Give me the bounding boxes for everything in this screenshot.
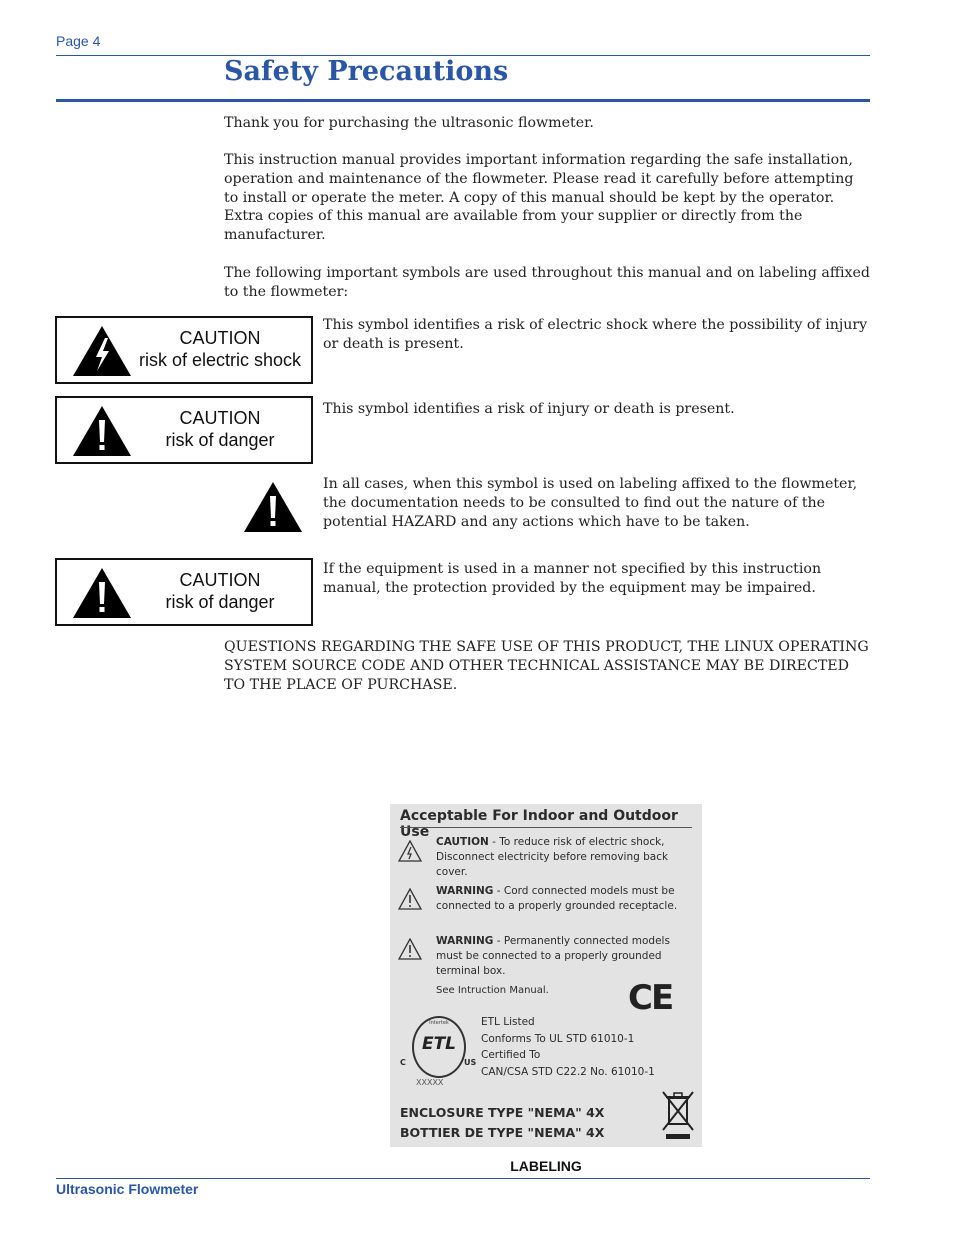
caution-danger-text bbox=[133, 569, 307, 613]
label-caution-body: - To reduce risk of electric shock, Disconnect electricity before removing back cover. bbox=[436, 836, 669, 878]
caution-title: CAUTION bbox=[179, 408, 261, 428]
symbol-description-electric-shock: This symbol identifies a risk of electric shock where the possibility of injury or death is present. bbox=[323, 317, 868, 352]
caution-subtitle: risk of electric shock bbox=[138, 350, 302, 370]
caution-danger-text bbox=[133, 407, 307, 451]
caution-title: CAUTION bbox=[179, 570, 261, 590]
label-warning-2-text bbox=[436, 934, 698, 979]
footer-rule bbox=[56, 1178, 870, 1179]
figure-caption: LABELING bbox=[510, 1158, 582, 1174]
label-heading: Acceptable For Indoor and Outdoor Use bbox=[400, 808, 678, 840]
label-warning-2-bold: WARNING bbox=[436, 935, 494, 947]
danger-warning-icon bbox=[71, 404, 133, 458]
page-number: Page 4 bbox=[56, 33, 101, 49]
enclosure-english: ENCLOSURE TYPE "NEMA" 4X bbox=[400, 1105, 605, 1120]
etl-logo-text: ETL bbox=[421, 1034, 457, 1054]
caution-subtitle: risk of danger bbox=[165, 430, 275, 450]
crossed-out-bin-icon bbox=[660, 1088, 696, 1142]
etl-control-number: XXXXX bbox=[416, 1078, 444, 1087]
caution-danger-box bbox=[55, 396, 313, 464]
label-warning-1-body: - Cord connected models must be connected to a properly grounded receptacle. bbox=[436, 885, 678, 912]
etl-can-csa: CAN/CSA STD C22.2 No. 61010-1 bbox=[481, 1065, 655, 1078]
etl-conforms: Conforms To UL STD 61010-1 bbox=[481, 1032, 635, 1045]
ce-mark: CE bbox=[628, 978, 673, 1018]
etl-logo bbox=[412, 1016, 466, 1078]
general-hazard-icon bbox=[242, 480, 304, 534]
caution-electric-shock-box bbox=[55, 316, 313, 384]
etl-intertek-text: Intertek bbox=[429, 1020, 449, 1026]
label-warning-1-bold: WARNING bbox=[436, 885, 494, 897]
caution-electric-shock-text bbox=[133, 327, 307, 371]
intro-paragraph-1: Thank you for purchasing the ultrasonic flowmeter. bbox=[224, 115, 594, 131]
labeling-image bbox=[390, 804, 702, 1147]
danger-warning-icon bbox=[71, 566, 133, 620]
label-caution-text bbox=[436, 835, 698, 880]
title-rule bbox=[56, 99, 870, 102]
intro-paragraph-3: The following important symbols are used throughout this manual and on labeling affixed to the flowmeter: bbox=[224, 265, 870, 300]
label-warning-1-text bbox=[436, 884, 698, 914]
warning-icon bbox=[398, 888, 422, 910]
caution-title: CAUTION bbox=[179, 328, 261, 348]
symbol-description-danger: This symbol identifies a risk of injury or death is present. bbox=[323, 401, 735, 417]
enclosure-text bbox=[400, 1103, 604, 1143]
caution-subtitle: risk of danger bbox=[165, 592, 275, 612]
intro-paragraph-2: This instruction manual provides important information regarding the safe installation, operation and maintenance of the flowmeter. Please read it carefully before attempting to install or operate the meter. A copy of this manual should be kept by the operator. Extra copies of this manual are available from your supplier or directly from the manufacturer. bbox=[224, 152, 854, 244]
electric-shock-warning-icon bbox=[71, 324, 133, 378]
label-see-manual: See Intruction Manual. bbox=[436, 985, 549, 996]
symbol-description-hazard: In all cases, when this symbol is used on labeling affixed to the flowmeter, the documentation needs to be consulted to find out the nature of the potential HAZARD and any actions which have to be taken. bbox=[323, 476, 858, 530]
label-warning-2-body: - Permanently connected models must be connected to a properly grounded terminal box. bbox=[436, 935, 670, 977]
etl-c-mark: C bbox=[400, 1058, 406, 1067]
footer-title: Ultrasonic Flowmeter bbox=[56, 1181, 199, 1197]
etl-listed: ETL Listed bbox=[481, 1016, 535, 1028]
enclosure-french: BOTTIER DE TYPE "NEMA" 4X bbox=[400, 1125, 605, 1140]
etl-listing-text bbox=[481, 1014, 699, 1080]
etl-us-mark: US bbox=[464, 1058, 477, 1067]
questions-paragraph: QUESTIONS REGARDING THE SAFE USE OF THIS PRODUCT, THE LINUX OPERATING SYSTEM SOURCE CODE AND OTHER TECHNICAL ASSISTANCE MAY BE DIRECTED TO THE PLACE OF PURCHASE. bbox=[224, 639, 869, 693]
symbol-description-misuse: If the equipment is used in a manner not specified by this instruction manual, the protection provided by the equipment may be impaired. bbox=[323, 561, 822, 596]
etl-certified: Certified To bbox=[481, 1049, 541, 1061]
page-title: Safety Precautions bbox=[224, 56, 509, 87]
caution-danger-box-2 bbox=[55, 558, 313, 626]
warning-icon bbox=[398, 938, 422, 960]
electric-shock-warning-icon bbox=[398, 840, 422, 862]
label-heading-rule bbox=[400, 827, 692, 828]
label-caution-bold: CAUTION bbox=[436, 836, 489, 848]
